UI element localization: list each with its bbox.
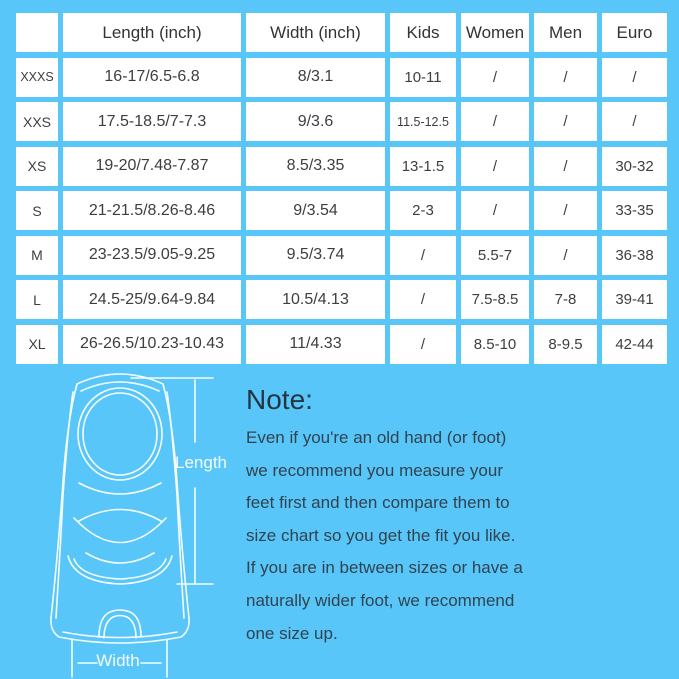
table-cell: / — [602, 102, 667, 141]
table-cell: 7-8 — [534, 280, 597, 319]
row-label-s: S — [16, 191, 58, 230]
row-label-l: L — [16, 280, 58, 319]
table-cell: / — [602, 58, 667, 97]
table-cell: / — [390, 236, 456, 275]
row-label-m: M — [16, 236, 58, 275]
table-cell: 9/3.6 — [246, 102, 385, 141]
table-cell: 8/3.1 — [246, 58, 385, 97]
width-dimension-label: Width — [96, 651, 140, 670]
table-cell: 33-35 — [602, 191, 667, 230]
table-cell: / — [461, 147, 529, 186]
table-cell: 23-23.5/9.05-9.25 — [63, 236, 241, 275]
table-cell: 11.5-12.5 — [390, 102, 456, 141]
table-cell: 9/3.54 — [246, 191, 385, 230]
note-line: size chart so you get the fit you like. — [246, 525, 516, 545]
table-cell: / — [534, 147, 597, 186]
note-line: If you are in between sizes or have a — [246, 558, 523, 578]
table-cell: 10-11 — [390, 58, 456, 97]
table-cell: / — [390, 280, 456, 319]
table-cell: 8.5/3.35 — [246, 147, 385, 186]
table-cell: 17.5-18.5/7-7.3 — [63, 102, 241, 141]
header-width: Width (inch) — [246, 13, 385, 52]
table-cell: 5.5-7 — [461, 236, 529, 275]
header-euro: Euro — [602, 13, 667, 52]
table-cell: / — [534, 58, 597, 97]
fin-outline — [51, 374, 189, 643]
fin-diagram-icon — [0, 370, 240, 679]
header-women: Women — [461, 13, 529, 52]
length-dimension-lines — [131, 378, 213, 584]
table-cell: 36-38 — [602, 236, 667, 275]
table-cell: 19-20/7.48-7.87 — [63, 147, 241, 186]
table-cell: 30-32 — [602, 147, 667, 186]
table-cell: / — [534, 191, 597, 230]
table-cell: 9.5/3.74 — [246, 236, 385, 275]
note-heading: Note: — [246, 384, 313, 415]
table-cell: / — [534, 236, 597, 275]
table-cell: 26-26.5/10.23-10.43 — [63, 325, 241, 364]
table-cell: / — [461, 191, 529, 230]
table-cell: / — [534, 102, 597, 141]
table-cell: 7.5-8.5 — [461, 280, 529, 319]
note-block — [246, 384, 523, 650]
table-cell: 16-17/6.5-6.8 — [63, 58, 241, 97]
table-cell: 21-21.5/8.26-8.46 — [63, 191, 241, 230]
header-men: Men — [534, 13, 597, 52]
table-cell: / — [461, 58, 529, 97]
table-cell: 42-44 — [602, 325, 667, 364]
table-cell: 10.5/4.13 — [246, 280, 385, 319]
table-cell: / — [390, 325, 456, 364]
table-cell: / — [461, 102, 529, 141]
table-cell: 11/4.33 — [246, 325, 385, 364]
table-cell: 39-41 — [602, 280, 667, 319]
foot-opening — [78, 388, 162, 480]
table-cell: 13-1.5 — [390, 147, 456, 186]
note-line: Even if you're an old hand (or foot) — [246, 428, 507, 447]
size-table — [16, 13, 667, 364]
note-line: one size up. — [246, 623, 338, 643]
row-label-xxxs: XXXS — [16, 58, 58, 97]
header-blank — [16, 13, 58, 52]
header-length: Length (inch) — [63, 13, 241, 52]
length-dimension-label: Length — [175, 453, 227, 472]
header-kids: Kids — [390, 13, 456, 52]
row-label-xs: XS — [16, 147, 58, 186]
table-cell: 8.5-10 — [461, 325, 529, 364]
table-cell: 24.5-25/9.64-9.84 — [63, 280, 241, 319]
note-line: feet first and then compare them to — [246, 493, 510, 513]
note-line: naturally wider foot, we recommend — [246, 590, 515, 610]
row-label-xl: XL — [16, 325, 58, 364]
note-line: we recommend you measure your — [246, 460, 504, 480]
table-cell: 8-9.5 — [534, 325, 597, 364]
row-label-xxs: XXS — [16, 102, 58, 141]
table-cell: 2-3 — [390, 191, 456, 230]
